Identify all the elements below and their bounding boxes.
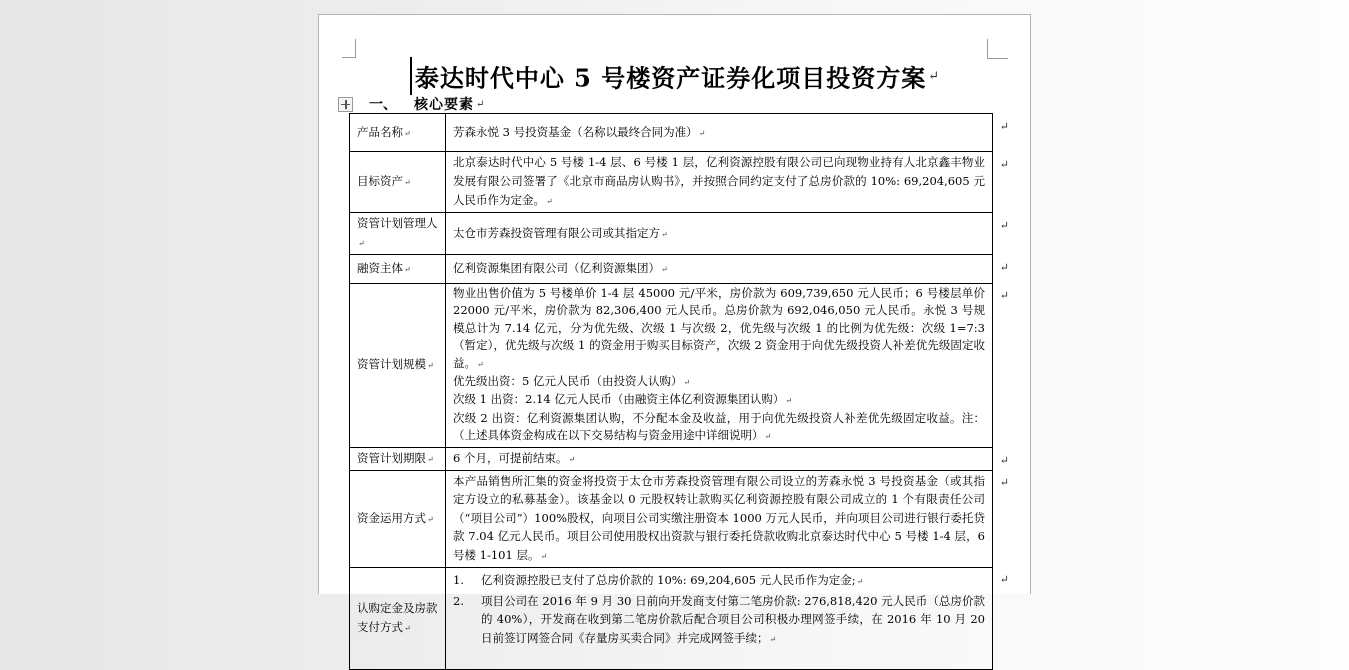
cell-end-mark-icon: ↵ (427, 361, 434, 371)
heading-number: 一、 (369, 97, 397, 113)
table-row-target-asset (350, 152, 993, 213)
row-label-target-asset[interactable]: 目标资产↵ (350, 152, 446, 213)
cell-end-mark-icon: ↵ (358, 239, 365, 248)
cell-end-mark-icon: ↵ (683, 378, 691, 388)
cell-end-mark-icon: ↵ (661, 229, 668, 239)
cell-end-mark-icon: ↵ (764, 432, 772, 442)
table-row-plan-manager (350, 213, 993, 255)
cell-end-mark-icon: ↵ (427, 454, 434, 464)
cell-end-mark-icon: ↵ (698, 128, 706, 138)
row-label-fund-usage[interactable]: 资金运用方式↵ (350, 470, 446, 568)
table-row-product-name (350, 114, 993, 152)
cell-end-mark-icon: ↵ (540, 551, 548, 561)
document-title-line (319, 57, 1030, 95)
document-title[interactable]: 泰达时代中心 5 号楼资产证券化项目投资方案 (414, 63, 927, 93)
table-row-payment-method (350, 568, 993, 670)
paragraph-mark-icon: ↵ (928, 68, 940, 84)
cell-end-mark-icon: ↵ (404, 624, 411, 634)
cell-end-mark-icon: ↵ (404, 178, 411, 187)
row-end-paragraph-mark-icon: ↵ (999, 475, 1009, 489)
section-heading (338, 94, 484, 114)
row-value-fund-usage[interactable]: 本产品销售所汇集的资金将投资于太仓市芳森投资管理有限公司设立的芳森永悦 3 号投资基金（或其指定方设立的私募基金）。该基金以 0 元股权转让款购买亿利资源控股有限公司成立的 1 个有限责任公司（“项目公司”）100%股权，向项目公司实缴注册资本 1000 万元人民币，并向项目公司进行银行委托贷款 7.04 亿元人民币。项目公司使用股权出资款与银行委托贷款收购北京泰达时代中心 5 号楼 1-4 层，6 号楼 1-101 层。↵ ↵ (446, 470, 993, 568)
document-page (318, 14, 1031, 645)
row-end-paragraph-mark-icon: ↵ (999, 573, 1009, 587)
row-value-payment-method[interactable] (446, 568, 1009, 670)
row-value-plan-manager[interactable]: 太仓市芳森投资管理有限公司或其指定方↵ ↵ (446, 213, 993, 255)
table-row-plan-scale (350, 284, 993, 448)
cell-end-mark-icon: ↵ (404, 128, 411, 138)
row-value-target-asset[interactable]: 北京泰达时代中心 5 号楼 1-4 层、6 号楼 1 层，亿利资源控股有限公司已向现物业持有人北京鑫丰物业发展有限公司签署了《北京市商品房认购书》，并按照合同约定支付了总房价款的 10%: 69,204,605 元人民币作为定金。↵ ↵ (446, 152, 993, 213)
table-row-financing-entity (350, 255, 993, 284)
cell-end-mark-icon: ↵ (785, 396, 793, 406)
row-label-plan-manager[interactable]: 资管计划管理人↵ (350, 213, 446, 255)
row-value-plan-scale[interactable]: 物业出售价值为 5 号楼单价 1-4 层 45000 元/平米，房价款为 609,739,650 元人民币；6 号楼层单价 22000 元/平米，房价款为 82,306,400 元人民币。总房价款为 692,046,050 元人民币。永悦 3 号规模总计为 7.14 亿元，分为优先级、次级 1 与次级 2，优先级与次级 1 的比例为优先级：次级 1=7:3（暂定），优先级与次级 1 的资金用于购买目标资产，次级 2 资金用于向优先级投资人补差优先级固定收益。↵ 优先级出资：5 亿元人民币（由投资人认购）↵ 次级 1 出资：2.14 亿元人民币（由融资主体亿利资源集团认购）↵ 次级 2 出资：亿利资源集团认购，不分配本金及收益，用于向优先级投资人补差优先级固定收益。注：（上述具体资金构成在以下交易结构与资金用途中详细说明）↵ ↵ (446, 284, 993, 448)
row-label-plan-scale[interactable]: 资管计划规模↵ (350, 284, 446, 448)
row-label-product-name[interactable]: 产品名称↵ (350, 114, 446, 152)
cell-end-mark-icon: ↵ (546, 197, 553, 206)
cell-end-mark-icon: ↵ (769, 634, 777, 644)
cell-end-mark-icon: ↵ (856, 577, 864, 587)
cell-end-mark-icon: ↵ (477, 359, 484, 369)
text-cursor (410, 57, 412, 95)
paragraph-mark-icon: ↵ (476, 98, 485, 110)
cell-end-mark-icon: ↵ (661, 265, 668, 274)
row-end-paragraph-mark-icon: ↵ (999, 261, 1009, 274)
core-elements-table (349, 113, 1009, 670)
row-end-paragraph-mark-icon: ↵ (999, 158, 1009, 171)
table-row-plan-term (350, 447, 993, 470)
table-row-fund-usage (350, 470, 993, 568)
numbered-item: 1. 亿利资源控股已支付了总房价款的 10%: 69,204,605 元人民币作为定金;↵ (453, 573, 864, 588)
row-label-financing-entity[interactable]: 融资主体↵ (350, 255, 446, 284)
cell-end-mark-icon: ↵ (427, 514, 434, 524)
cell-end-mark-icon: ↵ (404, 265, 411, 274)
cell-end-mark-icon: ↵ (568, 454, 576, 464)
row-value-plan-term[interactable]: 6 个月，可提前结束。↵ ↵ (446, 447, 993, 470)
row-label-plan-term[interactable]: 资管计划期限↵ (350, 447, 446, 470)
row-value-product-name[interactable]: 芳森永悦 3 号投资基金（名称以最终合同为准）↵ ↵ (446, 114, 993, 152)
margin-corner-mark-right (987, 39, 1008, 59)
row-end-paragraph-mark-icon: ↵ (999, 120, 1009, 133)
heading-text[interactable]: 核心要素 (414, 97, 474, 113)
row-label-payment-method[interactable]: 认购定金及房款支付方式↵ (350, 568, 446, 670)
margin-corner-mark-left (342, 39, 356, 58)
row-end-paragraph-mark-icon: ↵ (999, 219, 1009, 232)
row-value-financing-entity[interactable]: 亿利资源集团有限公司（亿利资源集团）↵ ↵ (446, 255, 993, 284)
numbered-item: 2. 项目公司在 2016 年 9 月 30 日前向开发商支付第二笔房价款: 276,818,420 元人民币（总房价款的 40%），开发商在收到第二笔房价款后配合项目公司积极办理网签手续，在 2016 年 10 月 20 日前签订网签合同《存量房买卖合同》并完成网签手续；↵ (453, 593, 985, 645)
row-end-paragraph-mark-icon: ↵ (999, 289, 1009, 302)
row-end-paragraph-mark-icon: ↵ (999, 453, 1009, 467)
table-move-handle-icon[interactable] (338, 97, 353, 112)
